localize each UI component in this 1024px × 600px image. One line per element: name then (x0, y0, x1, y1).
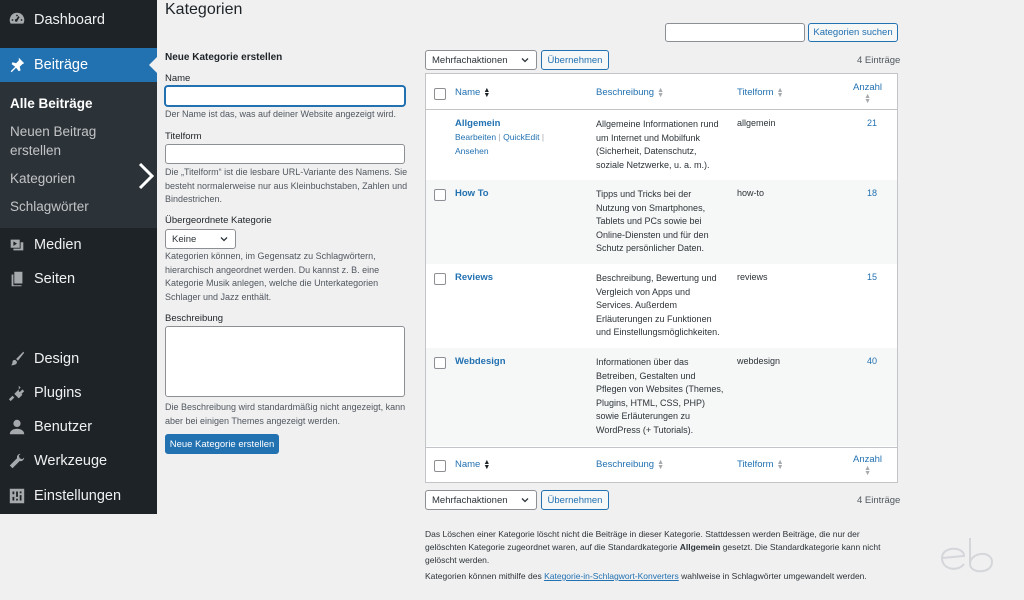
submenu-all-posts[interactable]: Alle Beiträge (10, 96, 93, 111)
category-count[interactable]: 21 (866, 118, 877, 128)
column-description-header[interactable] (596, 87, 664, 98)
view-link[interactable]: Ansehen (455, 145, 489, 156)
category-name-link[interactable]: How To (455, 188, 489, 199)
chevron-down-icon (520, 55, 530, 65)
parent-description: Kategorien können, im Gegensatz zu Schlagwörtern, hierarchisch angeordnet werden. Du kannst z. B. eine Kategorie Musik anlegen, welche die Unterkategorien Schlager und Jazz enthält. (165, 251, 380, 302)
category-count[interactable]: 15 (866, 272, 877, 282)
pages-icon (0, 270, 34, 288)
category-description: Informationen über das Betreiben, Gestalten und Pflegen von Websites (Themes, Plugins, HTML, CSS, PHP) sowie Erläuterungen zu WordPress (+ Tutorials). (596, 357, 724, 435)
category-count[interactable]: 40 (866, 356, 877, 366)
delete-note (425, 528, 900, 567)
dashboard-icon (0, 11, 34, 29)
admin-sidebar (0, 0, 157, 514)
column-description-footer[interactable] (596, 459, 664, 470)
sort-arrows-icon: ▲ ▼ (483, 86, 491, 99)
menu-design-label: Design (34, 351, 80, 367)
page-title: Kategorien (165, 1, 243, 18)
delete-note-text-2: gesetzt. Die Standardkategorie kann nicht gelöscht werden. (425, 542, 881, 565)
apply-button-bottom[interactable]: Übernehmen (541, 490, 609, 510)
name-input[interactable] (165, 86, 405, 106)
wrench-icon (0, 452, 34, 470)
bulk-actions-select-bottom[interactable] (425, 490, 537, 510)
category-description: Tipps und Tricks bei der Nutzung von Smartphones, Tablets und PCs sowie bei Online-Diensten und für den Schutz persönlicher Daten. (596, 189, 709, 253)
category-slug: how-to (737, 188, 765, 198)
menu-media-label: Medien (34, 237, 82, 253)
submenu-tags[interactable]: Schlagwörter (10, 199, 89, 214)
column-count-footer[interactable] (853, 454, 882, 476)
chevron-down-icon (520, 495, 530, 505)
menu-dashboard[interactable] (0, 3, 157, 37)
column-slug-label: Titelform (737, 87, 774, 98)
converter-link[interactable]: Kategorie-in-Schlagwort-Konverters (544, 571, 679, 581)
menu-plugins-label: Plugins (34, 385, 82, 401)
sort-arrows-icon: ▲ ▼ (657, 458, 665, 471)
name-label: Name (165, 73, 191, 84)
bulk-actions-value: Mehrfachaktionen (432, 54, 508, 66)
menu-pages-label: Seiten (34, 271, 76, 287)
search-categories-button[interactable]: Kategorien suchen (808, 23, 898, 42)
menu-dashboard-label: Dashboard (34, 12, 105, 28)
menu-design[interactable] (0, 342, 157, 376)
row-checkbox[interactable] (434, 357, 446, 369)
apply-button-top[interactable]: Übernehmen (541, 50, 609, 70)
select-all-checkbox[interactable] (434, 88, 446, 100)
column-description-label: Beschreibung (596, 87, 655, 98)
category-slug: allgemein (737, 118, 776, 128)
category-slug: webdesign (737, 356, 781, 366)
column-count-label: Anzahl (853, 82, 883, 93)
description-label: Beschreibung (165, 313, 224, 324)
parent-select[interactable] (165, 229, 236, 249)
row-checkbox[interactable] (434, 273, 446, 285)
menu-tools[interactable] (0, 444, 157, 478)
sort-arrows-icon: ▲ ▼ (864, 93, 871, 105)
sort-arrows-icon: ▲ ▼ (864, 465, 871, 477)
table-row (426, 264, 897, 348)
default-category-name: Allgemein (679, 542, 721, 552)
menu-posts[interactable] (0, 48, 157, 82)
submenu-new-post[interactable]: Neuen Beitrag erstellen (10, 124, 97, 158)
menu-settings-label: Einstellungen (34, 488, 122, 504)
footer-divider (426, 447, 897, 448)
menu-users-label: Benutzer (34, 419, 93, 435)
add-category-button[interactable]: Neue Kategorie erstellen (165, 434, 279, 454)
slug-label: Titelform (165, 131, 202, 142)
slug-description: Die „Titelform“ ist die lesbare URL-Variante des Namens. Sie besteht normalerweise nur aus Kleinbuchstaben, Zahlen und Bindestrichen. (165, 167, 408, 204)
delete-note-text-1: Das Löschen einer Kategorie löscht nicht die Beiträge in dieser Kategorie. Stattdessen werden Beiträge, die nur der gelöschten Kategorie zugeordnet waren, auf die Standardkategorie (425, 529, 860, 552)
submenu-categories[interactable]: Kategorien (10, 171, 76, 186)
menu-tools-label: Werkzeuge (34, 453, 108, 469)
description-textarea[interactable] (165, 326, 405, 397)
items-count-top: 4 Einträge (857, 55, 901, 66)
category-name-link[interactable]: Webdesign (455, 356, 506, 367)
chevron-down-icon (219, 234, 229, 244)
convert-note-suffix: wahlweise in Schlagwörter umgewandelt werden. (678, 571, 867, 581)
bulk-actions-select-top[interactable] (425, 50, 537, 70)
column-name-footer[interactable] (455, 459, 490, 470)
bulk-actions-value: Mehrfachaktionen (432, 494, 508, 506)
sort-arrows-icon: ▲ ▼ (483, 458, 491, 471)
watermark-logo-icon (936, 534, 1000, 578)
table-row (426, 110, 897, 180)
menu-posts-label: Beiträge (34, 57, 89, 73)
sort-arrows-icon: ▲ ▼ (776, 86, 784, 99)
menu-media[interactable] (0, 228, 157, 262)
category-name-link[interactable]: Reviews (455, 272, 494, 283)
row-actions: Bearbeiten | QuickEdit | Ansehen (455, 132, 545, 156)
chevron-right-icon (137, 161, 155, 191)
column-name-label: Name (455, 87, 481, 98)
row-checkbox[interactable] (434, 189, 446, 201)
menu-plugins[interactable] (0, 376, 157, 410)
category-name-link[interactable]: Allgemein (455, 118, 501, 129)
settings-sliders-icon (0, 487, 34, 505)
sort-arrows-icon: ▲ ▼ (776, 458, 784, 471)
plugin-icon (0, 384, 34, 402)
parent-label: Übergeordnete Kategorie (165, 215, 272, 226)
pushpin-icon (0, 56, 34, 74)
user-icon (0, 418, 34, 436)
category-description: Beschreibung, Bewertung und Vergleich von Apps und Services. Außerdem Erläuterungen zu Funktionen und Einstellungsmöglichkeiten. (596, 273, 720, 337)
category-count[interactable]: 18 (866, 188, 877, 198)
sort-arrows-icon: ▲ ▼ (657, 86, 665, 99)
table-row (426, 348, 897, 446)
edit-link[interactable]: Bearbeiten (455, 132, 497, 142)
form-heading: Neue Kategorie erstellen (165, 52, 283, 63)
paintbrush-icon (0, 350, 34, 368)
media-icon (0, 236, 34, 254)
convert-note-prefix: Kategorien können mithilfe des (425, 571, 545, 581)
column-slug-header[interactable] (737, 87, 784, 98)
column-count-label: Anzahl (853, 454, 883, 465)
column-count-header[interactable] (853, 82, 882, 104)
column-description-label: Beschreibung (596, 459, 655, 470)
items-count-bottom: 4 Einträge (857, 495, 901, 506)
menu-settings[interactable] (0, 479, 157, 513)
name-description: Der Name ist das, was auf deiner Website angezeigt wird. (165, 109, 396, 119)
convert-note (425, 570, 900, 583)
menu-users[interactable] (0, 410, 157, 444)
category-slug: reviews (737, 272, 768, 282)
table-row (426, 180, 897, 264)
column-slug-label: Titelform (737, 459, 774, 470)
column-name-header[interactable] (455, 87, 490, 98)
category-description: Allgemeine Informationen rund um Internet und Mobilfunk (Sicherheit, Datenschutz, soziale Netzwerke, u. a. m.). (596, 119, 719, 170)
column-slug-footer[interactable] (737, 459, 784, 470)
slug-input[interactable] (165, 144, 405, 164)
select-all-checkbox-bottom[interactable] (434, 460, 446, 472)
parent-select-value: Keine (172, 233, 197, 245)
column-name-label: Name (455, 459, 481, 470)
categories-table (425, 73, 898, 483)
posts-submenu (0, 82, 157, 228)
quickedit-link[interactable]: QuickEdit (503, 132, 540, 142)
search-input[interactable] (665, 23, 805, 42)
description-help: Die Beschreibung wird standardmäßig nicht angezeigt, kann aber bei einigen Themes angezeigt werden. (165, 402, 406, 426)
menu-pages[interactable] (0, 262, 157, 296)
